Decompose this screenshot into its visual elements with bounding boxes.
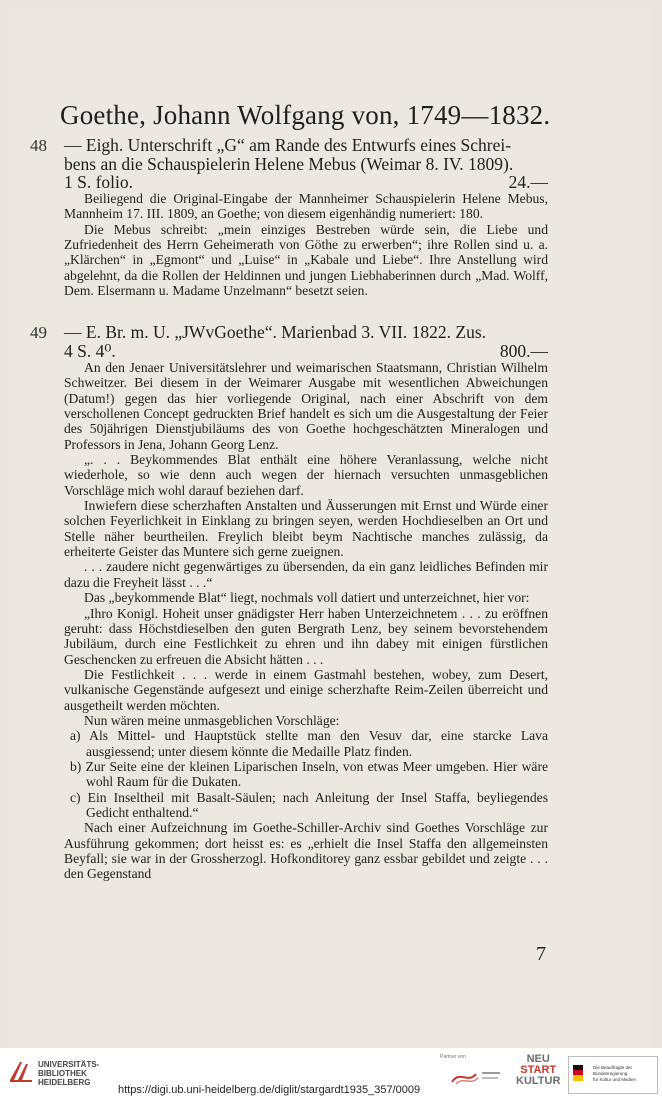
partner-label: Partner von — [440, 1054, 466, 1060]
quote-paragraph: „Ihro Konigl. Hoheit unser gnädigster Herr haben Unterzeichnetem . . . zu eröffnen geruht: dass Höchstdieselben den guten Bergrath Lenz, bey seinem bevorstehendem Jubiläum, durch eine Festlichkeit zu ehren und ihn dabey mit einigen fürstlichen Geschencken zu erfreuen die Absicht hätten . . . — [64, 605, 548, 667]
list-item: a) Als Mittel- und Hauptstück stellte man den Vesuv dar, eine starcke Lava ausgiessend; unter diesem könnte die Medaille Platz finden. — [70, 728, 548, 759]
lot-format: 1 S. folio. — [64, 172, 134, 192]
neustart-kultur-logo — [516, 1054, 560, 1087]
neustart-line: KULTUR — [516, 1075, 561, 1087]
viewer-footer — [0, 1048, 662, 1100]
bkm-logo — [568, 1056, 658, 1094]
catalog-heading: Goethe, Johann Wolfgang von, 1749—1832. — [60, 100, 551, 130]
quote-paragraph: Nun wären meine unmasgeblichen Vorschläge: — [84, 712, 340, 728]
note-paragraph: An den Jenaer Universitätslehrer und weimarischen Staatsmann, Christian Wilhelm Schweitzer. Bei diesem in der Weimarer Ausgabe mit wesentlichen Abweichungen (Datum!) gegen das hier vorliegende Original, nach einer Abschrift von dem verschollenen Concept gedruckten Brief handelt es sich um die Ausgestaltung der Feier des 50jährigen Dienstjubiläums des von Goethe hochgeschätzten Mineralogen und Professors in Jena, Johann Georg Lenz. — [64, 360, 548, 452]
quote-paragraph: „. . . Beykommendes Blat enthält eine höhere Veranlassung, welche nicht wiederhole, so wie denn auch wegen der hiernach versuchten unmasgeblichen Vorschläge mich wohl darauf beziehen darf. — [64, 452, 548, 498]
lot-number: 48 — [30, 136, 47, 155]
library-logo-icon — [8, 1058, 34, 1084]
library-name-line: UNIVERSITÄTS- — [38, 1060, 100, 1069]
lot-line: — Eigh. Unterschrift „G“ am Rande des Entwurfs eines Schrei- — [64, 135, 512, 155]
lot-format-price — [64, 342, 548, 361]
note-paragraph: Nach einer Aufzeichnung im Goethe-Schiller-Archiv sind Goethes Vorschläge zur Ausführung gekommen; dort heisst es: es „erhielt die Insel Staffa den allgemeinsten Beyfall; sie war in der Grossherzogl. Hofkonditorey ganz essbar gebildet und zeigte . . . den Gegenstand — [64, 820, 548, 882]
library-name-line: HEIDELBERG — [38, 1078, 91, 1087]
partner-logo-icon — [448, 1066, 504, 1088]
document-page — [8, 8, 652, 1048]
list-item: c) Ein Inseltheil mit Basalt-Säulen; nach Anleitung der Insel Staffa, beyliegendes Gedicht enthaltend.“ — [70, 789, 548, 820]
list-item: b) Zur Seite eine der kleinen Liparischen Inseln, von etwas Meer umgeben. Hier wäre wohl Raum für die Dukaten. — [70, 758, 548, 790]
lot-format: 4 S. 4⁰. — [64, 340, 116, 361]
note-paragraph: Die Mebus schreibt: „mein einziges Bestreben würde sein, die Liebe und Zufriedenheit des Herrn Geheimerath von Göthe zu erwerben“; ihre Rollen sind u. a. „Klärchen“ in „Egmont“ und „Luise“ in „Kabale und Liebe“. Ihre Anstellung wird abgelehnt, da die Rollen der Heldinnen und jungen Liebhaberinnen durch „Mad. Wolff, Dem. Elsermann u. Madame Unzelmann“ besetzt seien. — [64, 221, 548, 299]
permalink-url[interactable]: https://digi.ub.uni-heidelberg.de/diglit/stargardt1935_357/0009 — [118, 1084, 421, 1096]
lot-price: 24.— — [508, 172, 548, 192]
library-name-line: BIBLIOTHEK — [38, 1069, 87, 1078]
quote-paragraph: Die Festlichkeit . . . werde in einem Gastmahl bestehen, wobey, zum Desert, vulkanische Gegenstände aufgesezt und einige scherzhafte Reim-Zeilen überreicht und ausgetheilt werden möchten. — [64, 666, 548, 713]
federal-eagle-icon — [573, 1065, 583, 1081]
lot-description — [64, 136, 548, 192]
bkm-line: Die Beauftragte der Bundesregierung — [593, 1065, 633, 1076]
lot-description — [64, 323, 548, 360]
note-paragraph: Beiliegend die Original-Eingabe der Mannheimer Schauspielerin Helene Mebus, Mannheim 17. III. 1809, an Goethe; von diesem eigenhändig numeriert: 180. — [64, 191, 548, 222]
lot-line: bens an die Schauspielerin Helene Mebus (Weimar 8. IV. 1809). — [64, 153, 514, 174]
lot-format-price — [64, 173, 548, 192]
bkm-text — [593, 1065, 657, 1083]
lot-notes — [64, 191, 548, 298]
quote-paragraph: Inwiefern diese scherzhaften Anstalten und Äusserungen mit Ernst und Würde einer solchen Feyerlichkeit in Einklang zu bringen seyen, werden Hochdieselben an Ort und Stelle näher beurtheilen. Freylich bleibt beym Nachtische manches zulässig, da erheiterte Geister das Muntere sich gerne zueignen. — [64, 498, 548, 560]
neustart-line: NEU — [526, 1053, 550, 1065]
neustart-line: START — [520, 1064, 557, 1076]
page-number: 7 — [536, 943, 546, 965]
bkm-line: für Kultur und Medien — [593, 1077, 637, 1082]
quote-paragraph: . . . zaudere nicht gegenwärtiges zu übersenden, da ein ganz leidliches Befinden mir dazu die Freyheit lässt . . .“ — [64, 559, 548, 590]
lot-price: 800.— — [499, 340, 548, 361]
lot-number: 49 — [30, 323, 47, 342]
library-name — [38, 1060, 99, 1087]
note-paragraph: Das „beykommende Blat“ liegt, nochmals voll datiert und unterzeichnet, hier vor: — [84, 590, 530, 606]
lot-notes — [64, 360, 548, 882]
lot-line: — E. Br. m. U. „JWvGoethe“. Marienbad 3. VII. 1822. Zus. — [64, 322, 487, 342]
